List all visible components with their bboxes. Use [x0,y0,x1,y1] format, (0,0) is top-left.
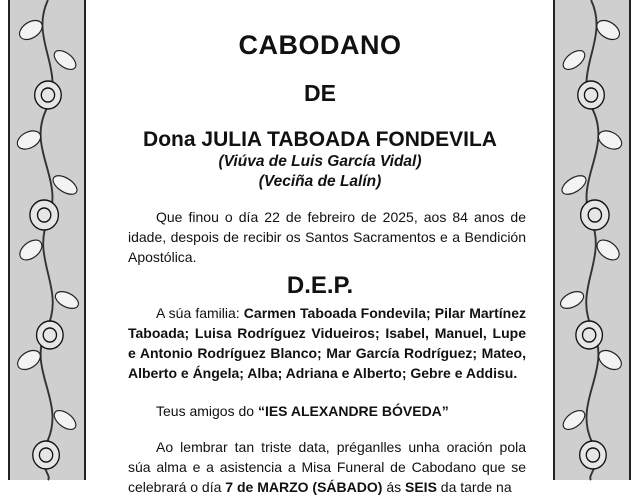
friends-group: “IES ALEXANDRE BÓVEDA” [257,403,449,419]
connector-word: DE [304,80,336,106]
name-prefix: Dona [143,128,196,151]
deceased-name [100,128,540,152]
closing-at: ás [386,479,402,495]
friends-intro: Teus amigos do [156,403,255,419]
page-title: CABODANO [238,30,402,60]
closing-text: Ao lembrar tan triste data, préganlles unha oración pola súa alma e a asistencia a Misa Funeral de Cabodano que se celebrará o día [128,439,526,495]
right-floral-border [553,0,631,480]
resident-line: (Veciña de Lalín) [258,173,382,190]
death-notice-text: Que finou o día 22 de febreiro de 2025, aos 84 anos de idade, despois de recibir os Santos Sacramentos e a Bendición Apostólica. [128,209,526,265]
closing-tail: da tarde na [440,479,512,495]
floral-vine-icon [555,0,629,480]
left-floral-border [8,0,86,480]
closing-paragraph [128,437,526,497]
dep-heading: D.E.P. [286,272,354,299]
family-paragraph [128,303,526,383]
closing-month: MARZO (SÁBADO) [257,479,383,495]
widow-of-line: (Viúva de Luis García Vidal) [218,153,422,170]
obituary-card [100,0,540,495]
death-notice-paragraph [128,207,526,267]
friends-paragraph [128,401,526,421]
name-full: JULIA TABOADA FONDEVILA [201,128,497,151]
closing-day: 7 de [225,479,254,495]
family-intro: A súa familia: [156,305,240,321]
family-names: Carmen Taboada Fondevila; Pilar Martínez Taboada; Luisa Rodríguez Vidueiros; Isabel, Manuel, Lupe e Antonio Rodríguez Blanco; Mar García Rodríguez; Mateo, Alberto e Ángela; Alba; Adriana e Alberto; Gebre e Addisu. [128,305,526,381]
closing-time: SEIS [405,479,437,495]
floral-vine-icon [10,0,84,480]
